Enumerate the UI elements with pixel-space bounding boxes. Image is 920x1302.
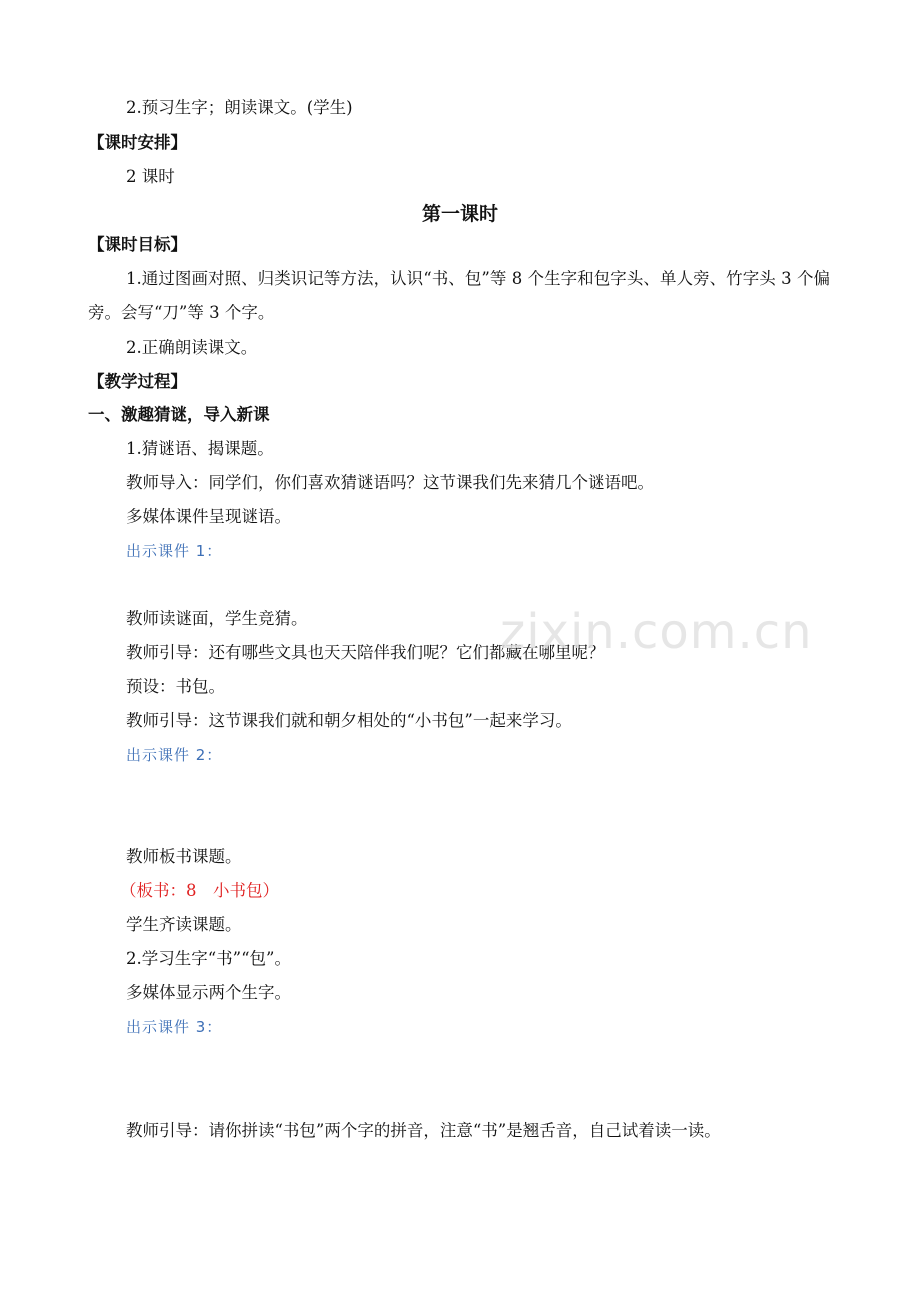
board-title: 教师板书课题。 xyxy=(126,847,242,866)
teacher-intro: 教师导入：同学们，你们喜欢猜谜语吗？这节课我们先来猜几个谜语吧。 xyxy=(126,473,654,492)
courseware-label-3: 出示课件 3： xyxy=(126,1018,223,1036)
preview-line: 2.预习生字；朗读课文。(学生) xyxy=(126,98,353,117)
goal-two: 2.正确朗读课文。 xyxy=(126,338,258,357)
heading-process: 【教学过程】 xyxy=(88,372,187,391)
teacher-guide-1: 教师引导：还有哪些文具也天天陪伴我们呢？它们都藏在哪里呢？ xyxy=(126,643,605,662)
media-characters: 多媒体显示两个生字。 xyxy=(126,983,291,1002)
courseware-label-2: 出示课件 2： xyxy=(126,746,223,764)
students-read: 学生齐读课题。 xyxy=(126,915,242,934)
teacher-guide-3: 教师引导：请你拼读“书包”两个字的拼音，注意“书”是翘舌音，自己试着读一读。 xyxy=(126,1121,721,1140)
heading-goals: 【课时目标】 xyxy=(88,235,187,254)
step-characters: 2.学习生字“书”“包”。 xyxy=(126,949,291,968)
step-riddle: 1.猜谜语、揭课题。 xyxy=(126,439,274,458)
heading-schedule: 【课时安排】 xyxy=(88,133,187,152)
courseware-label-1: 出示课件 1： xyxy=(126,542,223,560)
teacher-guide-2: 教师引导：这节课我们就和朝夕相处的“小书包”一起来学习。 xyxy=(126,711,572,730)
board-note: （板书：8 小书包） xyxy=(120,881,279,900)
section-title: 第一课时 xyxy=(421,203,498,225)
teacher-reads: 教师读谜面，学生竞猜。 xyxy=(126,609,308,628)
schedule-text: 2 课时 xyxy=(126,167,175,186)
media-riddle: 多媒体课件呈现谜语。 xyxy=(126,507,291,526)
goal-one-paragraph: 1.通过图画对照、归类识记等方法，认识“书、包”等 8 个生字和包字头、单人旁、竹字头 3 个偏旁。会写“刀”等 3 个字。 xyxy=(88,269,830,322)
subsection-heading: 一、激趣猜谜，导入新课 xyxy=(88,405,270,424)
preset-answer: 预设：书包。 xyxy=(126,677,225,696)
watermark: zixin.com.cn xyxy=(500,604,813,660)
